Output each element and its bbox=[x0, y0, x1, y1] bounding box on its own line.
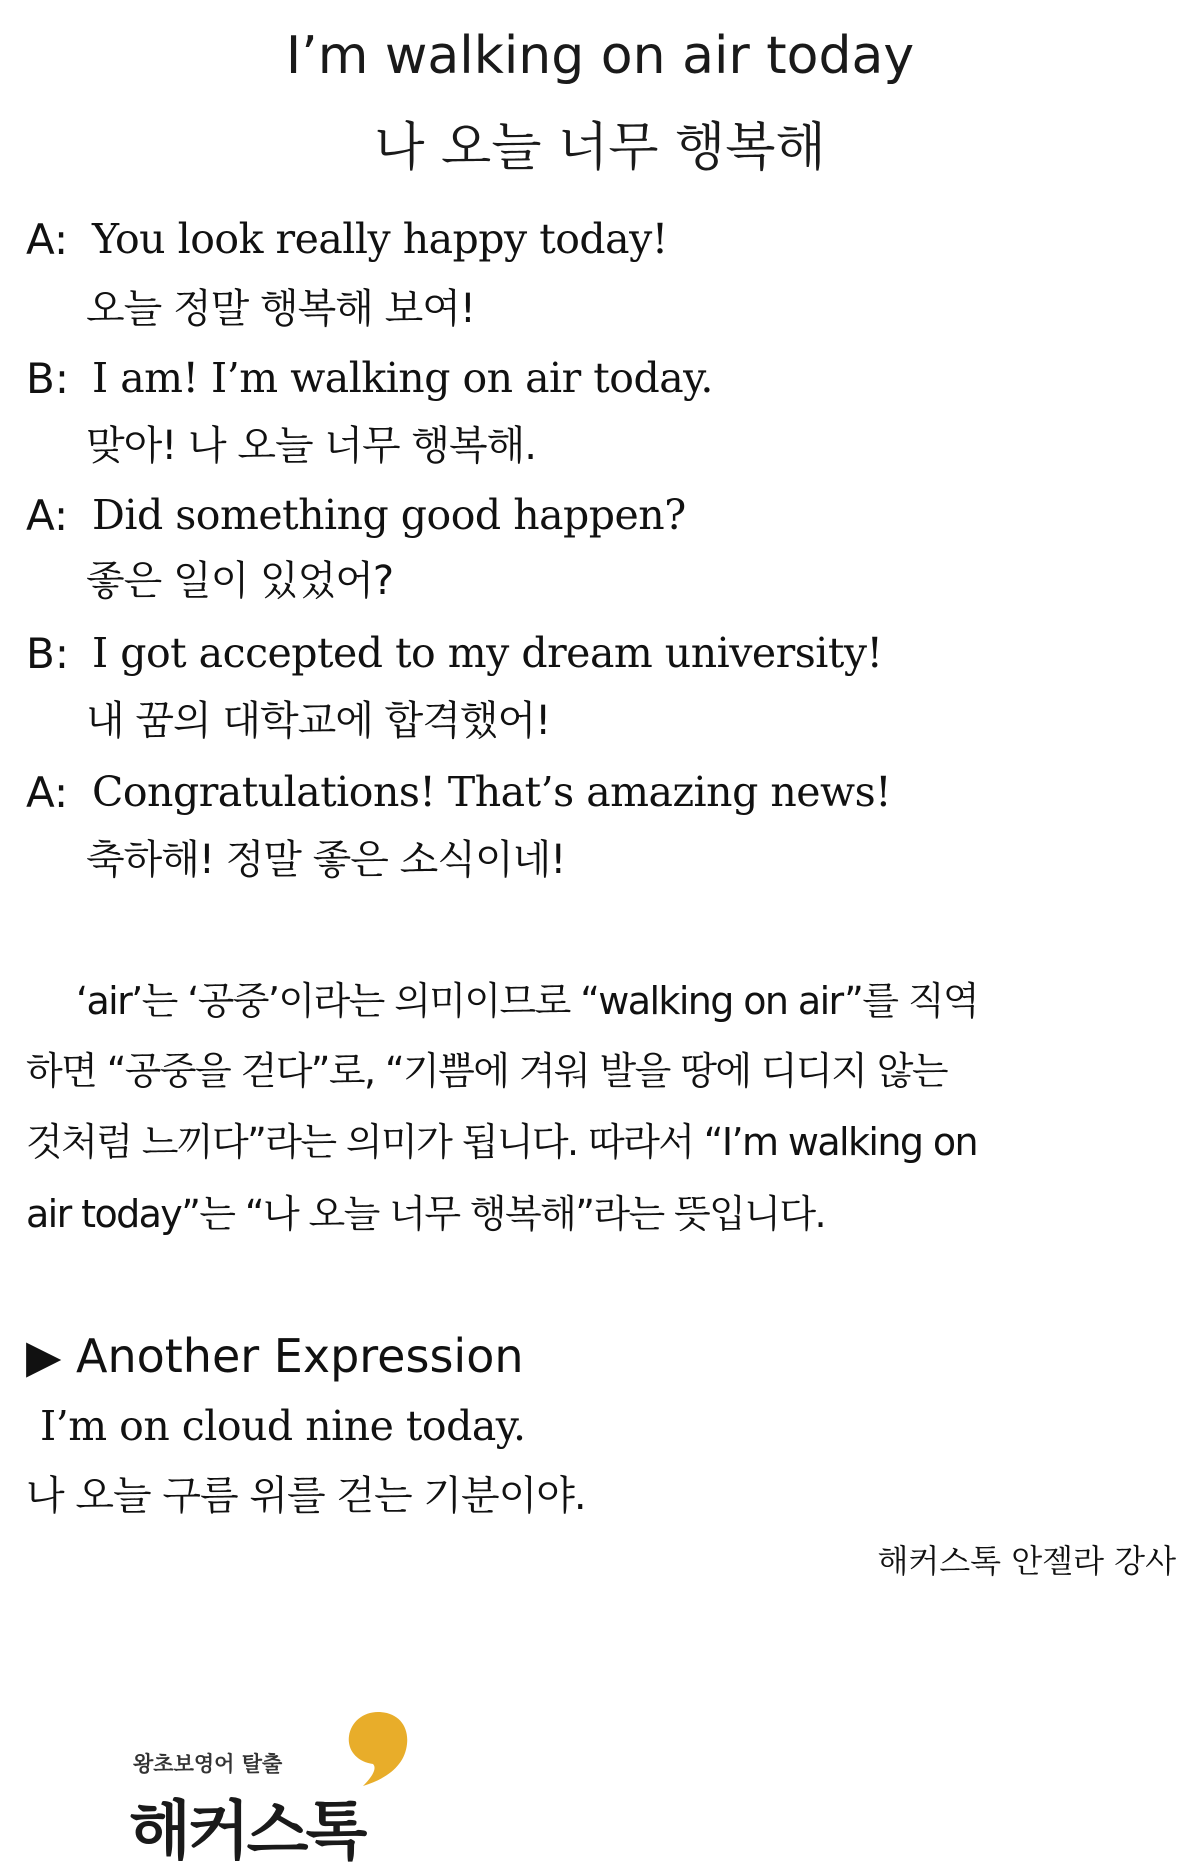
dialogue-korean: 오늘 정말 행복해 보여! bbox=[86, 286, 475, 332]
explanation-line: 하면 “공중을 걷다”로, “기쁨에 겨워 발을 땅에 디디지 않는 bbox=[26, 1049, 947, 1093]
title-english: I’m walking on air today bbox=[285, 26, 915, 86]
speaker-label: A: bbox=[26, 215, 69, 264]
dialogue-korean: 맞아! 나 오늘 너무 행복해. bbox=[86, 423, 537, 469]
title-korean: 나 오늘 너무 행복해 bbox=[374, 118, 826, 178]
speaker-label: A: bbox=[26, 491, 69, 540]
dialogue-english: I got accepted to my dream university! bbox=[92, 629, 883, 677]
dialogue-english: I am! I’m walking on air today. bbox=[92, 354, 713, 402]
explanation-line: air today”는 “나 오늘 너무 행복해”라는 뜻입니다. bbox=[26, 1192, 825, 1236]
instructor-credit: 해커스톡 안젤라 강사 bbox=[877, 1542, 1176, 1580]
hackers-talk-logo bbox=[123, 1708, 413, 1869]
explanation-line: 것처럼 느끼다”라는 의미가 됩니다. 따라서 “I’m walking on bbox=[26, 1120, 977, 1164]
speaker-label: B: bbox=[26, 354, 69, 403]
dialogue-english: Did something good happen? bbox=[92, 491, 686, 539]
logo-tagline: 왕초보영어 탈출 bbox=[133, 1752, 283, 1776]
dialogue-english: Congratulations! That’s amazing news! bbox=[92, 768, 892, 816]
another-expression-english: I’m on cloud nine today. bbox=[40, 1402, 526, 1450]
another-expression-heading: ▶ Another Expression bbox=[26, 1329, 524, 1383]
dialogue-korean: 내 꿈의 대학교에 합격했어! bbox=[86, 698, 551, 744]
dialogue-korean: 좋은 일이 있었어? bbox=[86, 558, 394, 604]
logo-brand: 해커스톡 bbox=[129, 1795, 365, 1869]
explanation-line: ‘air’는 ‘공중’이라는 의미이므로 “walking on air”를 직역 bbox=[76, 979, 979, 1023]
speaker-label: B: bbox=[26, 629, 69, 678]
dialogue-korean: 축하해! 정말 좋은 소식이네! bbox=[86, 837, 566, 883]
dialogue-english: You look really happy today! bbox=[92, 215, 668, 263]
another-expression-korean: 나 오늘 구름 위를 걷는 기분이야. bbox=[26, 1473, 586, 1519]
speaker-label: A: bbox=[26, 768, 69, 817]
